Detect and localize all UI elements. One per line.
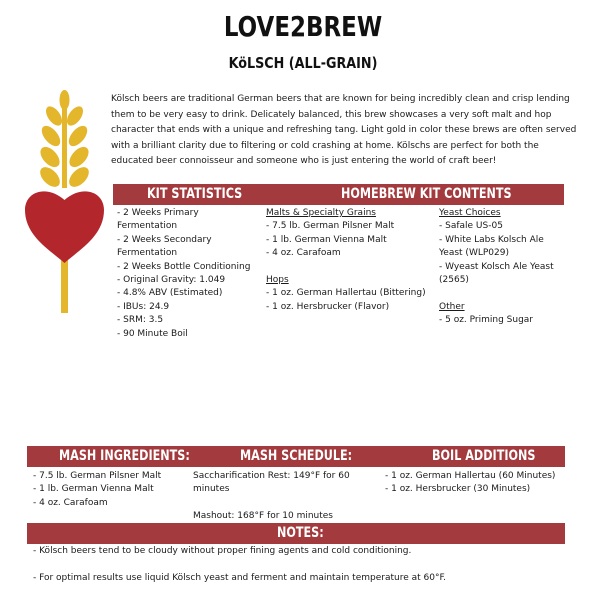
- list-item: - 5 oz. Priming Sugar: [439, 315, 534, 326]
- list-item: - IBUs: 24.9: [117, 301, 170, 312]
- list-item: - Original Gravity: 1.049: [117, 275, 226, 286]
- other-heading: Other: [439, 301, 465, 312]
- mash-schedule-heading: MASH SCHEDULE:: [240, 448, 353, 464]
- notes-header-bar: [27, 523, 565, 544]
- notes-heading: NOTES:: [277, 525, 324, 541]
- intro-paragraph: Kölsch beers are traditional German beers that are known for being incredibly clean and crisp lending them to be very easy to drink. Delicately balanced, this brew showcases a very soft malt and hop character that ends with a unique and refreshing tang. Light gold in color these brews are often served with a brilliant clarity due to filtering or cold crashing at home. Kölschs are perfect for both the educated beer connoisseur and someone who is just entering the world of craft beer!: [111, 94, 577, 167]
- hops-heading: Hops: [266, 275, 289, 286]
- list-item: - 2 Weeks Secondary Fermentation: [117, 234, 212, 259]
- malts-hops-column: [266, 207, 436, 314]
- list-item: - 4.8% ABV (Estimated): [117, 288, 223, 299]
- list-item: - Safale US-05: [439, 221, 503, 232]
- list-item: - 1 lb. German Vienna Malt: [33, 484, 154, 495]
- page-subtitle: KöLSCH (ALL-GRAIN): [228, 54, 378, 72]
- list-item: - 90 Minute Boil: [117, 328, 188, 339]
- mashout-step: Mashout: 168°F for 10 minutes: [193, 511, 334, 522]
- wheat-heart-logo: [20, 88, 110, 322]
- note-item: - Kölsch beers tend to be cloudy without proper fining agents and cold conditioning.: [33, 546, 412, 556]
- mash-header-bar: [27, 446, 565, 467]
- list-item: - 2 Weeks Bottle Conditioning: [117, 261, 251, 272]
- kit-header-bar: [113, 184, 564, 205]
- list-item: - White Labs Kolsch Ale Yeast (WLP029): [439, 234, 544, 259]
- list-item: - 2 Weeks Primary Fermentation: [117, 208, 199, 232]
- mash-ingredients-list: [33, 470, 183, 510]
- list-item: - 1 oz. German Hallertau (Bittering): [266, 288, 426, 299]
- list-item: - SRM: 3.5: [117, 315, 164, 326]
- yeast-other-column: [439, 207, 564, 328]
- list-item: - 1 oz. Hersbrucker (Flavor): [266, 301, 390, 312]
- list-item: - 7.5 lb. German Pilsner Malt: [266, 221, 395, 232]
- boil-additions-heading: BOIL ADDITIONS: [432, 448, 536, 464]
- list-item: - 7.5 lb. German Pilsner Malt: [33, 471, 162, 481]
- kit-statistics-list: [117, 207, 257, 341]
- saccharification-rest: Saccharification Rest: 149°F for 60 minutes: [193, 471, 350, 495]
- list-item: - 1 oz. Hersbrucker (30 Minutes): [385, 484, 531, 495]
- kit-contents-heading: HOMEBREW KIT CONTENTS: [341, 186, 512, 202]
- page-title: LOVE2BREW: [223, 10, 383, 43]
- boil-additions-list: [385, 470, 565, 497]
- kit-statistics-heading: KIT STATISTICS: [147, 186, 243, 202]
- yeast-heading: Yeast Choices: [439, 208, 501, 218]
- mash-schedule-list: [193, 470, 368, 524]
- list-item: - 4 oz. Carafoam: [266, 248, 341, 259]
- list-item: - 1 lb. German Vienna Malt: [266, 234, 387, 245]
- wheat-grains: [37, 90, 93, 190]
- list-item: - Wyeast Kolsch Ale Yeast (2565): [439, 261, 554, 286]
- list-item: - 4 oz. Carafoam: [33, 497, 108, 508]
- heart-icon: [25, 191, 104, 263]
- list-item: - 1 oz. German Hallertau (60 Minutes): [385, 471, 556, 481]
- mash-ingredients-heading: MASH INGREDIENTS:: [59, 448, 190, 464]
- malts-heading: Malts & Specialty Grains: [266, 208, 376, 218]
- note-item: - For optimal results use liquid Kölsch yeast and ferment and maintain temperature at 60°F.: [33, 573, 447, 583]
